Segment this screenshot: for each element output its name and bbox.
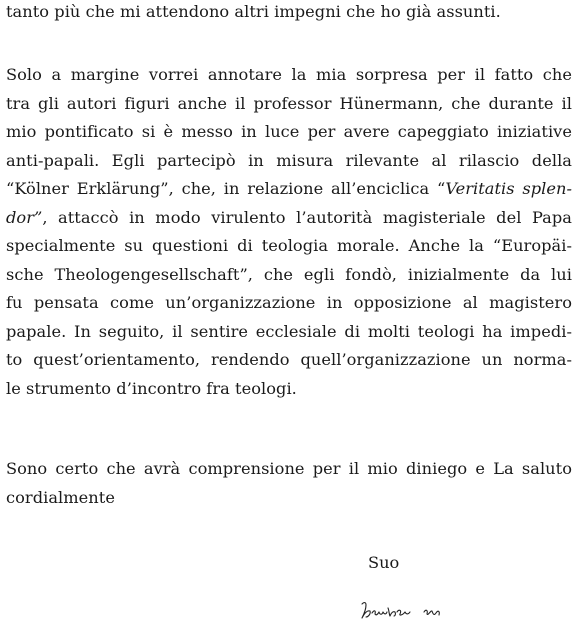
italic-title-text: Veritatis splen-	[445, 179, 572, 198]
text-line	[6, 175, 572, 204]
text-fragment: mio pontificato si è messo in luce per avere capeggiato iniziative	[6, 122, 572, 141]
text-line	[6, 232, 572, 261]
text-line	[6, 61, 572, 90]
text-fragment: anti-papali. Egli partecipò in misura rilevante al rilascio della	[6, 150, 572, 170]
text-fragment: , attaccò in modo virulento l’autorità magisteriale del Papa	[42, 207, 572, 227]
text-line	[6, 261, 572, 290]
text-line	[6, 375, 572, 404]
text-fragment: sche Theologengesellschaft”, che egli fondò, inizialmente da lui	[6, 264, 572, 284]
closing-paragraph	[6, 455, 572, 512]
text-line: tanto più che mi attendono altri impegni che ho già assunti.	[6, 2, 501, 21]
text-fragment: tra gli autori figuri anche il professor Hünermann, che durante il	[6, 93, 572, 113]
letter-page	[6, 0, 572, 634]
text-fragment: le strumento d’incontro fra teologi.	[6, 378, 297, 398]
text-line	[6, 346, 572, 375]
text-line	[6, 118, 572, 147]
text-line	[6, 90, 572, 119]
text-line	[6, 318, 572, 347]
text-fragment: papale. In seguito, il sentire ecclesiale di molti teologi ha impedi-	[6, 321, 572, 341]
text-fragment: to quest’orientamento, rendendo quell’organizzazione un norma-	[6, 350, 572, 369]
main-paragraph	[6, 61, 572, 403]
valediction: Suo	[368, 553, 400, 572]
text-fragment: fu pensata come un’organizzazione in opposizione al magistero	[6, 293, 572, 312]
italic-title-text: dor”	[6, 207, 43, 227]
text-line: Sono certo che avrà comprensione per il mio diniego e La saluto	[6, 459, 572, 478]
text-fragment: specialmente su questioni di teologia morale. Anche la “Europäi-	[6, 236, 572, 255]
text-line	[6, 204, 572, 233]
text-line	[6, 147, 572, 176]
signature-image	[358, 596, 448, 626]
text-fragment: Solo a margine vorrei annotare la mia sorpresa per il fatto che	[6, 65, 572, 84]
text-line: cordialmente	[6, 487, 115, 507]
text-fragment: “Kölner Erklärung”, che, in relazione all’enciclica “	[6, 179, 446, 198]
continuation-paragraph	[6, 0, 572, 27]
text-line	[6, 289, 572, 318]
